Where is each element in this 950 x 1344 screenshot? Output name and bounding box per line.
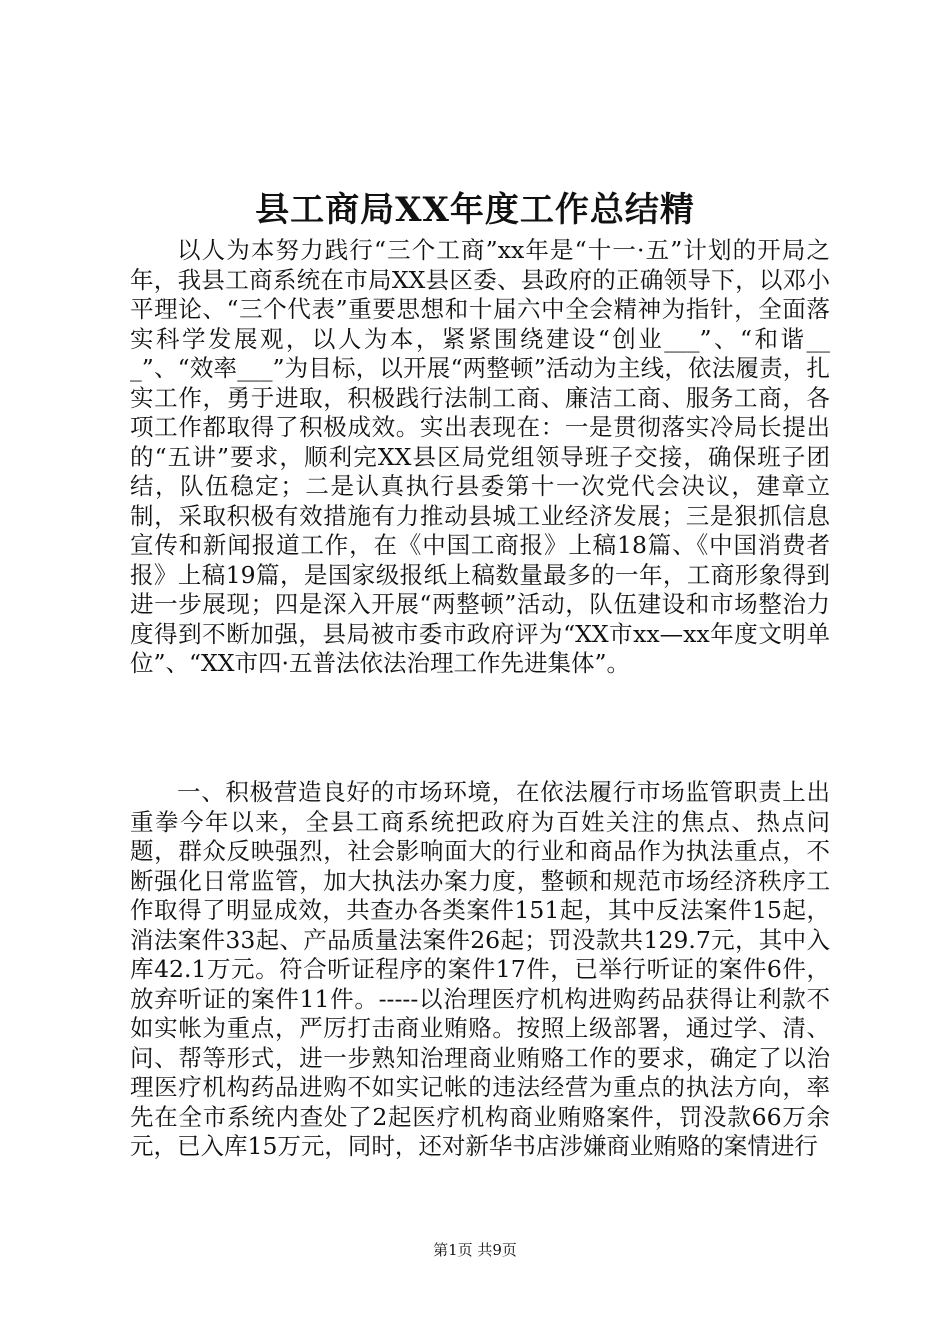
body-paragraph-2: 一、积极营造良好的市场环境，在依法履行市场监管职责上出重拳今年以来，全县工商系统把政府为百姓关注的焦点、热点问题，群众反映强烈，社会影响面大的行业和商品作为执法重点，不断强化日常监管，加大执法办案力度，整顿和规范市场经济秩序工作取得了明显成效，共查办各类案件151起，其中反法案件15起，消法案件33起、产品质量法案件26起；罚没款共129.7元，其中入库42.1万元。符合听证程序的案件17件，已举行听证的案件6件，放弃听证的案件11件。-----以治理医疗机构进购药品获得让利款不如实帐为重点，严厉打击商业贿赂。按照上级部署，通过学、清、问、帮等形式，进一步熟知治理商业贿赂工作的要求，确定了以治理医疗机构药品进购不如实记帐的违法经营为重点的执法方向，率先在全市系统内查处了2起医疗机构商业贿赂案件，罚没款66万余元，已入库15万元，同时，还对新华书店涉嫌商业贿赂的案情进行 bbox=[130, 778, 830, 1160]
document-title: 县工商局XX年度工作总结精 bbox=[255, 190, 695, 230]
page-footer: 第1页 共9页 bbox=[433, 1241, 517, 1259]
body-paragraph-1: 以人为本努力践行“三个工商”xx年是“十一·五”计划的开局之年，我县工商系统在市局XX县区委、县政府的正确领导下，以邓小平理论、“三个代表”重要思想和十届六中全会精神为指针，全面落实科学发展观，以人为本，紧紧围绕建设“创业___”、“和谐___”、“效率___”为目标，以开展“两整顿”活动为主线，依法履责，扎实工作，勇于进取，积极践行法制工商、廉洁工商、服务工商，各项工作都取得了积极成效。实出表现在：一是贯彻落实冷局长提出的“五讲”要求，顺利完XX县区局党组领导班子交接，确保班子团结，队伍稳定；二是认真执行县委第十一次党代会决议，建章立制，采取积极有效措施有力推动县城工业经济发展；三是狠抓信息宣传和新闻报道工作，在《中国工商报》上稿18篇、《中国消费者报》上稿19篇，是国家级报纸上稿数量最多的一年，工商形象得到进一步展现；四是深入开展“两整顿”活动，队伍建设和市场整治力度得到不断加强，县局被市委市政府评为“XX市xx—xx年度文明单位”、“XX市四·五普法依法治理工作先进集体”。 bbox=[130, 236, 830, 677]
